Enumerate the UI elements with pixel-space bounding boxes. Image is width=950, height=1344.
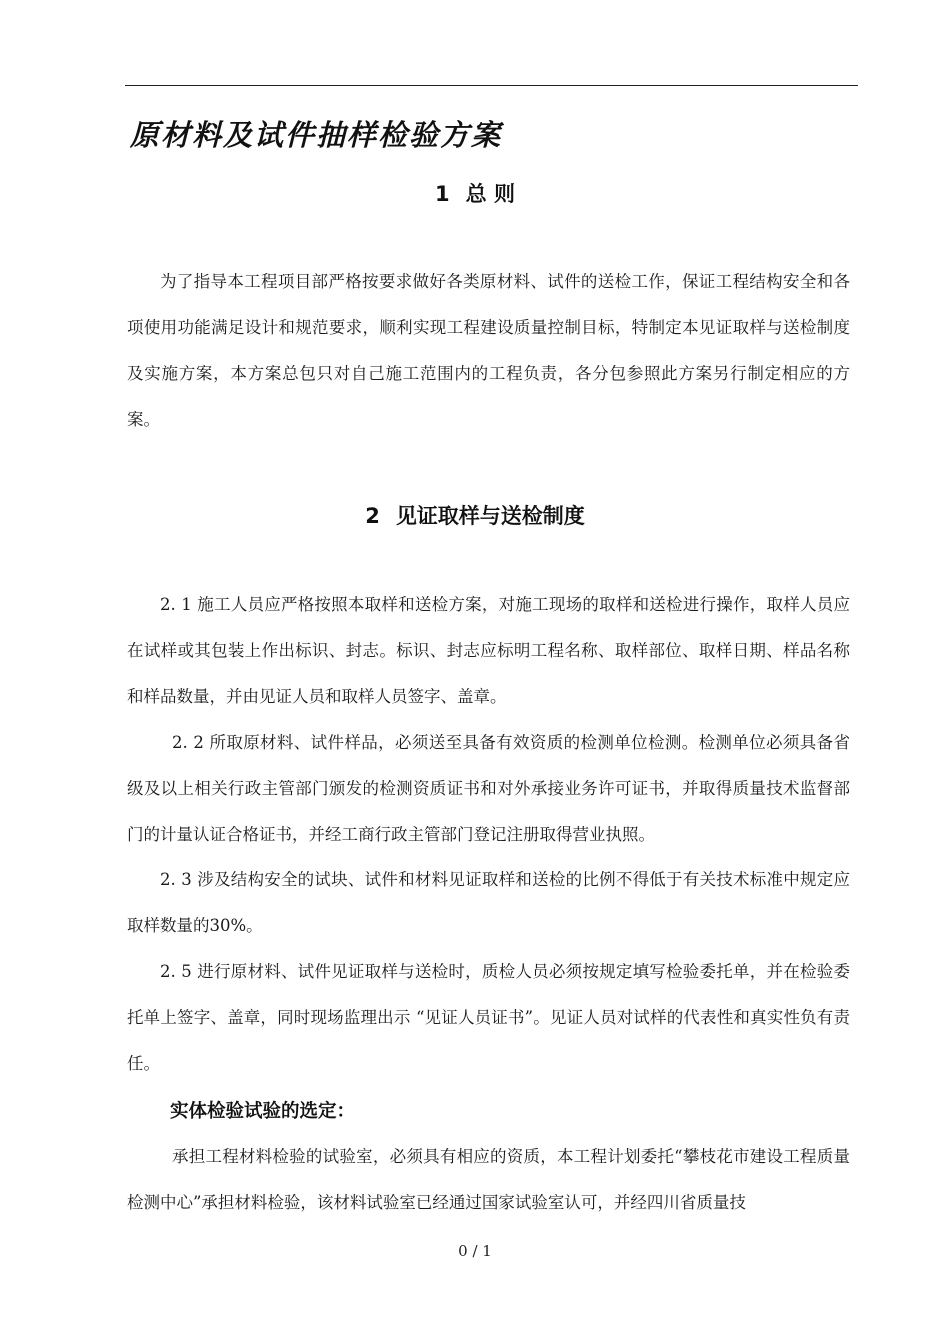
section-1-title: 总 则 bbox=[465, 182, 515, 206]
section-1-heading bbox=[0, 178, 950, 208]
section-2-heading bbox=[0, 500, 950, 530]
subsection-paragraph: 承担工程材料检验的试验室，必须具有相应的资质，本工程计划委托“攀枝花市建设工程质量检测中心”承担材料检验，该材料试验室已经通过国家试验室认可，并经四川省质量技 bbox=[127, 1147, 850, 1212]
page-number: 0 / 1 bbox=[458, 1242, 492, 1260]
clause-2-1-paragraph: 2. 1 施工人员应严格按照本取样和送检方案，对施工现场的取样和送检进行操作，取样人员应在试样或其包装上作出标识、封志。标识、封志应标明工程名称、取样部位、取样日期、样品名称和样品数量，并由见证人员和取样人员签字、盖章。 bbox=[127, 595, 850, 706]
subsection-heading: 实体检验试验的选定： bbox=[170, 1101, 356, 1122]
document-title: 原材料及试件抽样检验方案 bbox=[130, 118, 503, 152]
clause-2-2-paragraph: 2. 2 所取原材料、试件样品，必须送至具备有效资质的检测单位检测。检测单位必须具备省级及以上相关行政主管部门颁发的检测资质证书和对外承接业务许可证书，并取得质量技术监督部门的计量认证合格证书，并经工商行政主管部门登记注册取得营业执照。 bbox=[127, 733, 850, 844]
clause-2-3-paragraph: 2. 3 涉及结构安全的试块、试件和材料见证取样和送检的比例不得低于有关技术标准中规定应取样数量的30%。 bbox=[127, 870, 850, 935]
clause-2-5-paragraph: 2. 5 进行原材料、试件见证取样与送检时，质检人员必须按规定填写检验委托单，并在检验委托单上签字、盖章，同时现场监理出示 “见证人员证书”。见证人员对试样的代表性和真实性负有责任。 bbox=[127, 962, 850, 1073]
section-2-number: 2 bbox=[365, 504, 380, 528]
header-rule bbox=[125, 85, 858, 86]
section-2-title: 见证取样与送检制度 bbox=[395, 504, 585, 528]
section-1-number: 1 bbox=[435, 182, 450, 206]
section-1-paragraph: 为了指导本工程项目部严格按要求做好各类原材料、试件的送检工作，保证工程结构安全和各项使用功能满足设计和规范要求，顺利实现工程建设质量控制目标，特制定本见证取样与送检制度及实施方案，本方案总包只对自己施工范围内的工程负责，各分包参照此方案另行制定相应的方案。 bbox=[127, 272, 850, 429]
